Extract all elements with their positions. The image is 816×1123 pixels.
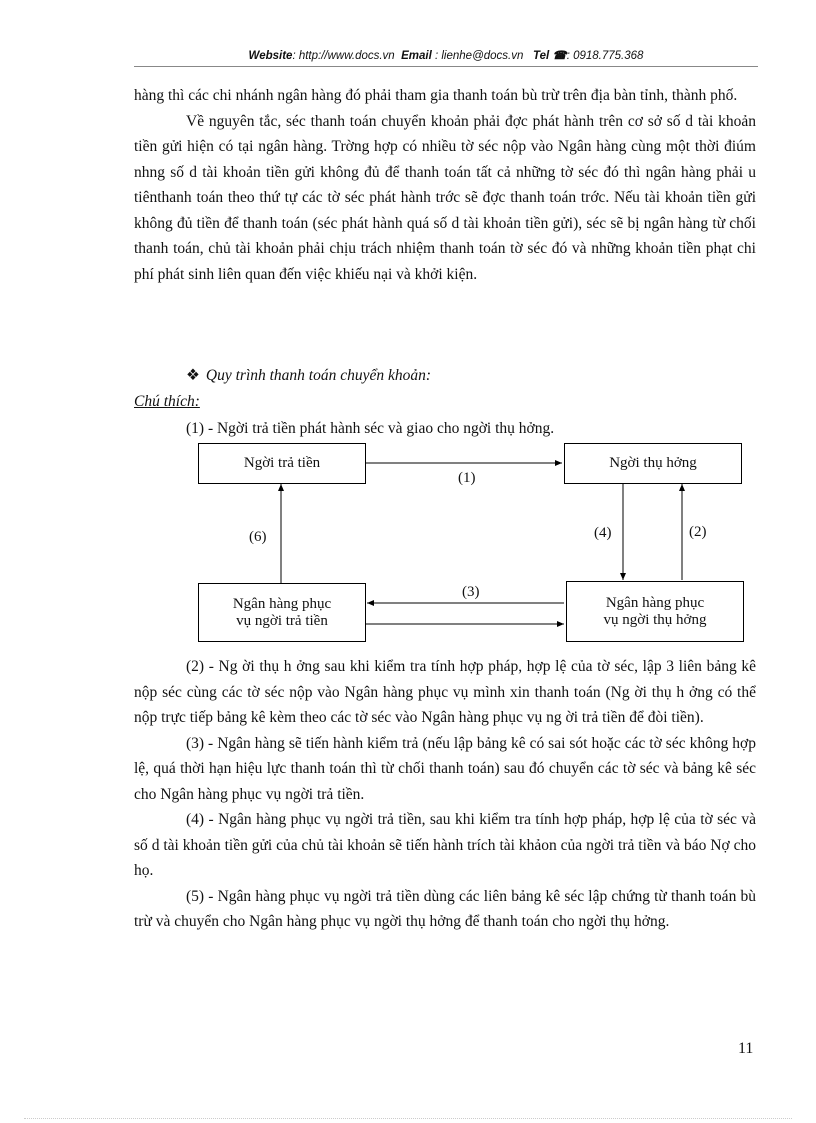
step-4-text: (4) - Ngân hàng phục vụ ngời trả tiền, sau khi kiểm tra tính hợp pháp, hợp lệ của tờ séc và số d tài khoản tiền gửi của chủ tài khoản sẽ tiến hành trích tài khảon của ngời trả tiền và báo Nợ cho họ. xyxy=(134,811,756,879)
note-label: Chú thích: xyxy=(134,393,200,410)
flow-label-2: (2) xyxy=(689,524,707,540)
payer-bank-box xyxy=(198,583,366,642)
website-value: : http://www.docs.vn xyxy=(292,50,395,62)
payer-bank-line-2: vụ ngời trả tiền xyxy=(236,612,328,629)
step-3-text: (3) - Ngân hàng sẽ tiến hành kiểm trả (nếu lập bảng kê có sai sót hoặc các tờ séc không hợp lệ, quá thời hạn hiệu lực thanh toán thì từ chối thanh toán) sau đó chuyển các tờ séc và bảng kê séc cho Ngân hàng phục vụ ngời trả tiền. xyxy=(134,734,756,803)
procedure-title: Quy trình thanh toán chuyển khoản: xyxy=(205,367,432,384)
payer-label: Ngời trả tiền xyxy=(243,455,321,471)
payee-bank-line-1: Ngân hàng phục xyxy=(605,594,705,611)
diamond-bullet-icon: ❖ xyxy=(186,367,200,384)
payee-bank-box xyxy=(566,581,744,642)
tel-value: : 0918.775.368 xyxy=(566,50,644,62)
payer-box xyxy=(198,443,366,484)
payee-label: Ngời thụ hởng xyxy=(609,455,697,471)
payee-box xyxy=(564,443,742,484)
bottom-divider xyxy=(24,1118,792,1119)
payee-bank-line-2: vụ ngời thụ hởng xyxy=(603,611,707,628)
body-text-bottom xyxy=(134,654,756,935)
step-1-text: (1) - Ngời trả tiền phát hành séc và giao cho ngời thụ hởng. xyxy=(186,420,555,437)
tel-label: Tel ☎ xyxy=(532,50,567,62)
flow-label-3: (3) xyxy=(462,584,480,600)
page-number: 11 xyxy=(738,1040,754,1057)
paragraph-1: hàng thì các chi nhánh ngân hàng đó phải tham gia thanh toán bù trừ trên địa bàn tỉnh, thành phố. xyxy=(134,87,738,104)
flow-label-6: (6) xyxy=(249,529,267,545)
paragraph-2: Về nguyên tắc, séc thanh toán chuyển khoản phải đợc phát hành trên cơ sở số d tài khoản tiền gửi hiện có tại ngân hàng. Trờng hợp có nhiều tờ séc nộp vào Ngân hàng cùng một thời điúm nhng số d tài khoản tiền gửi không đủ để thanh toán tất cả những tờ séc đó thì ngân hàng phải u tiênthanh toán theo thứ tự các tờ séc phát hành trớc sẽ đợc thanh toán trớc. Nếu tài khoản tiền gửi không đủ tiền để thanh toán (séc phát hành quá số d tài khoản tiền gửi), séc sẽ bị ngân hàng từ chối thanh toán, chủ tài khoản phải chịu trách nhiệm thanh toán tờ séc đó và những khoản tiền phạt chi phí phát sinh liên quan đến việc khiếu nại và khởi kiện. xyxy=(134,112,756,283)
email-label: Email xyxy=(401,50,432,62)
email-value: : lienhe@docs.vn xyxy=(434,50,524,62)
flow-label-1: (1) xyxy=(458,470,476,486)
flow-label-4: (4) xyxy=(594,525,612,541)
step-5-text: (5) - Ngân hàng phục vụ ngời trả tiền dùng các liên bảng kê séc lập chứng từ thanh toán bù trừ và chuyển cho Ngân hàng phục vụ ngời thụ hởng để thanh toán cho ngời thụ hởng. xyxy=(134,887,756,930)
payer-bank-line-1: Ngân hàng phục xyxy=(232,595,332,612)
website-label: Website xyxy=(248,50,293,62)
step-2-text: (2) - Ng ời thụ h ởng sau khi kiểm tra tính hợp pháp, hợp lệ của tờ séc, lập 3 liên bảng kê nộp séc cùng các tờ séc nộp vào Ngân hàng phục vụ mình xin thanh toán (Ng ời thụ h ởng có thể nộp trực tiếp bảng kê kèm theo các tờ séc vào Ngân hàng phục vụ ng ời trả tiền để đòi tiền). xyxy=(134,658,756,726)
